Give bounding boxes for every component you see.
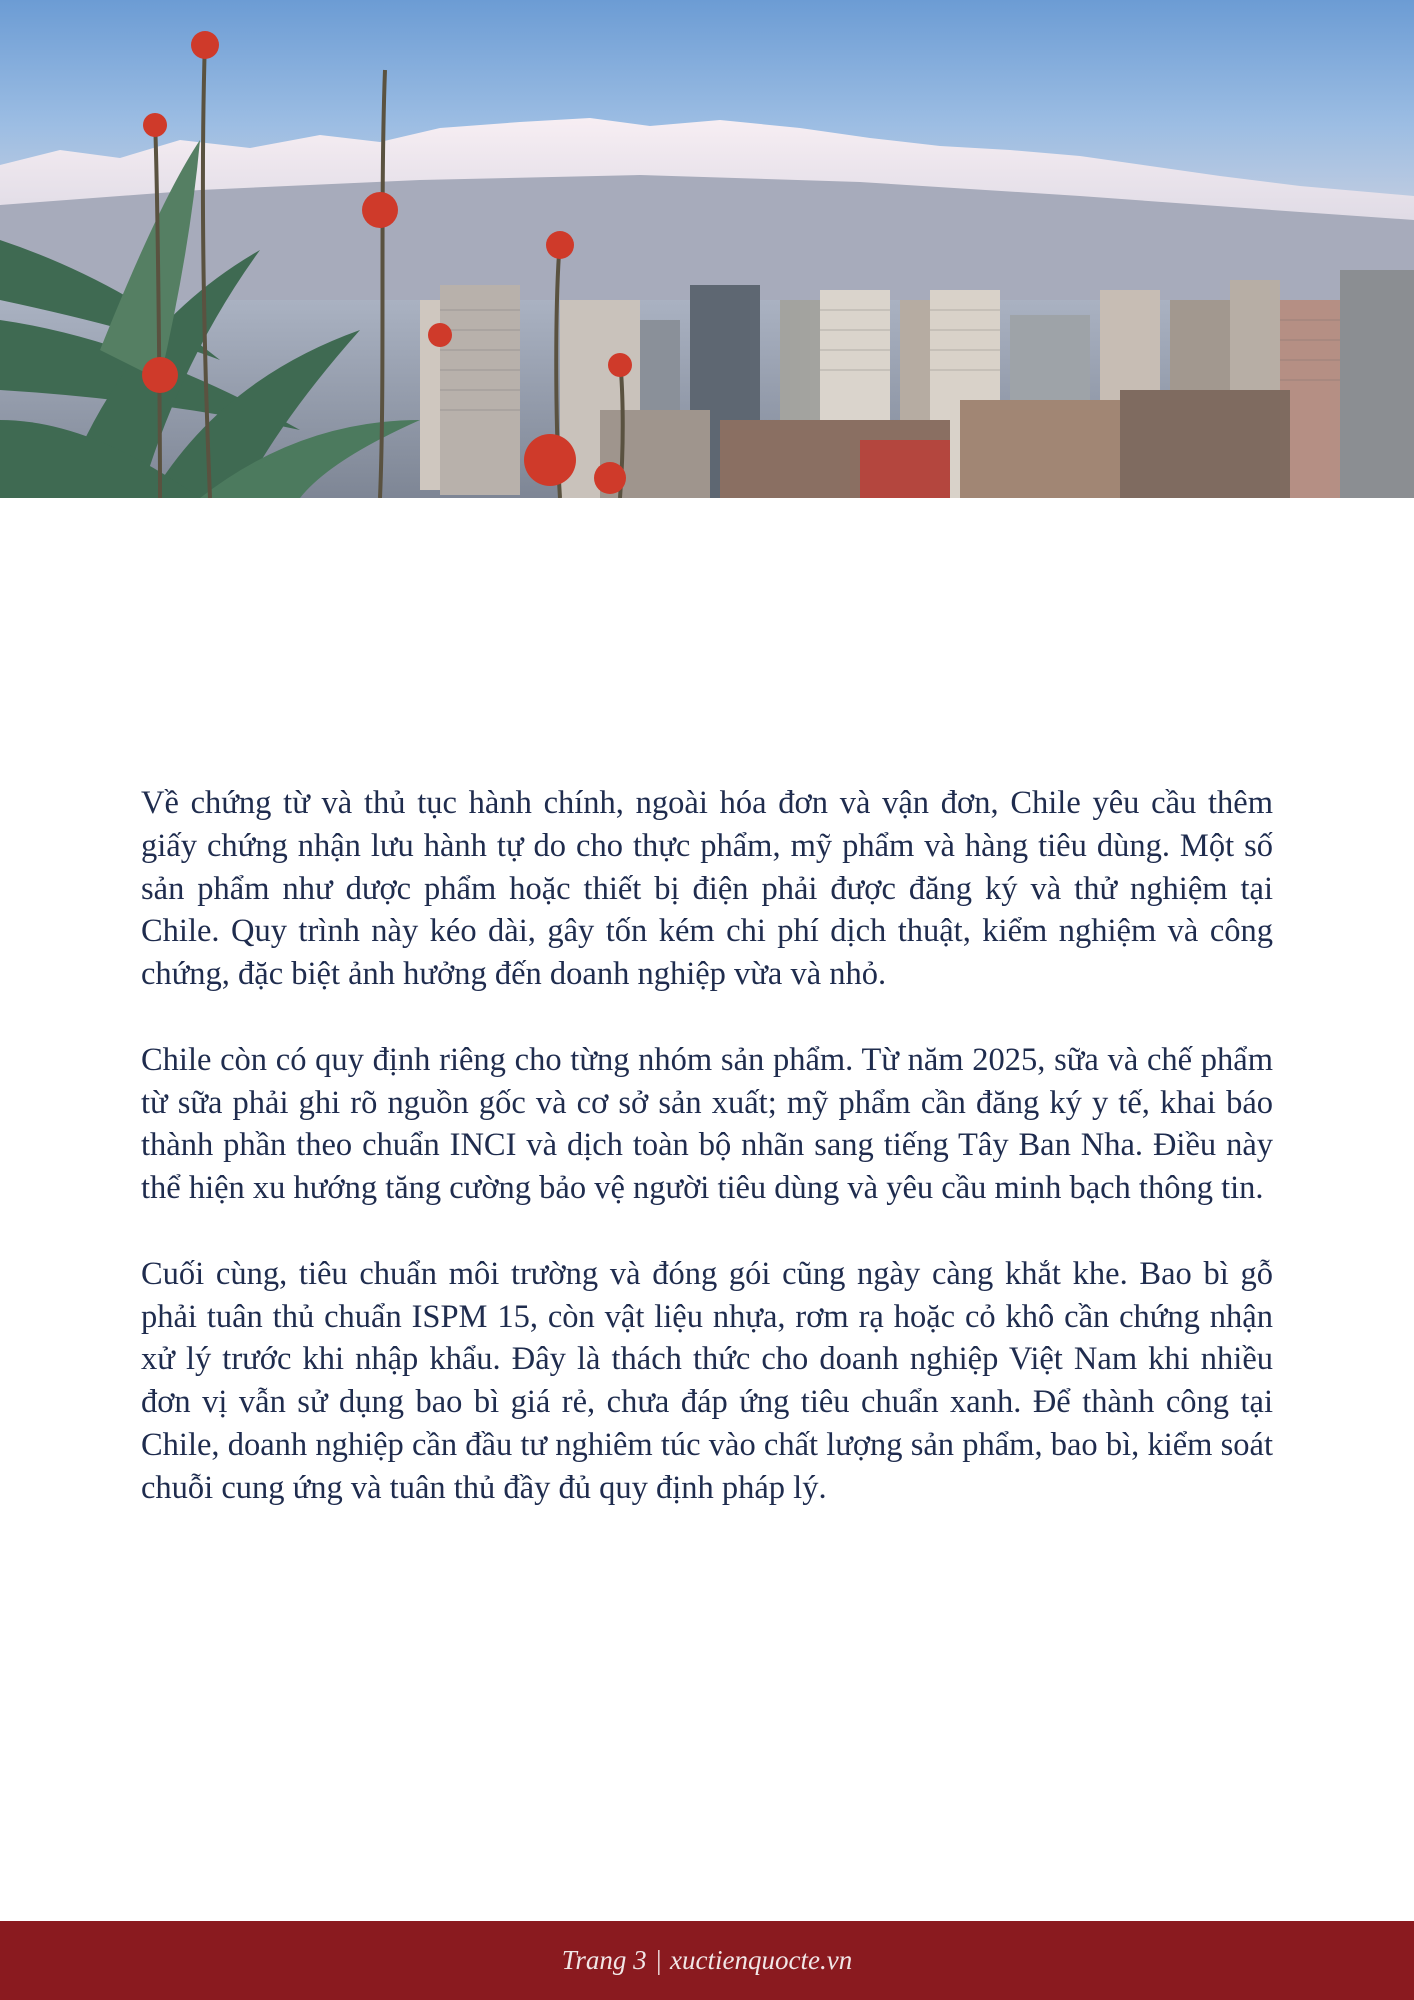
footer-website: xuctienquocte.vn <box>670 1945 853 1975</box>
paragraph-documents: Về chứng từ và thủ tục hành chính, ngoài hóa đơn và vận đơn, Chile yêu cầu thêm giấy chứng nhận lưu hành tự do cho thực phẩm, mỹ phẩm và hàng tiêu dùng. Một số sản phẩm như dược phẩm hoặc thiết bị điện phải được đăng ký và thử nghiệm tại Chile. Quy trình này kéo dài, gây tốn kém chi phí dịch thuật, kiểm nghiệm và công chứng, đặc biệt ảnh hưởng đến doanh nghiệp vừa và nhỏ. <box>141 785 1273 993</box>
page-footer <box>0 1921 1414 2000</box>
footer-separator: | <box>654 1945 663 1975</box>
hero-photo-santiago-skyline <box>0 0 1414 498</box>
body-text <box>141 782 1273 1552</box>
paragraph-environment-packaging: Cuối cùng, tiêu chuẩn môi trường và đóng gói cũng ngày càng khắt khe. Bao bì gỗ phải tuân thủ chuẩn ISPM 15, còn vật liệu nhựa, rơm rạ hoặc cỏ khô cần chứng nhận xử lý trước khi nhập khẩu. Đây là thách thức cho doanh nghiệp Việt Nam khi nhiều đơn vị vẫn sử dụng bao bì giá rẻ, chưa đáp ứng tiêu chuẩn xanh. Để thành công tại Chile, doanh nghiệp cần đầu tư nghiêm túc vào chất lượng sản phẩm, bao bì, kiểm soát chuỗi cung ứng và tuân thủ đầy đủ quy định pháp lý. <box>141 1255 1273 1506</box>
paragraph-product-regulations: Chile còn có quy định riêng cho từng nhóm sản phẩm. Từ năm 2025, sữa và chế phẩm từ sữa phải ghi rõ nguồn gốc và cơ sở sản xuất; mỹ phẩm cần đăng ký y tế, khai báo thành phần theo chuẩn INCI và dịch toàn bộ nhãn sang tiếng Tây Ban Nha. Điều này thể hiện xu hướng tăng cường bảo vệ người tiêu dùng và yêu cầu minh bạch thông tin. <box>141 1041 1273 1207</box>
page-number: Trang 3 <box>561 1945 647 1975</box>
